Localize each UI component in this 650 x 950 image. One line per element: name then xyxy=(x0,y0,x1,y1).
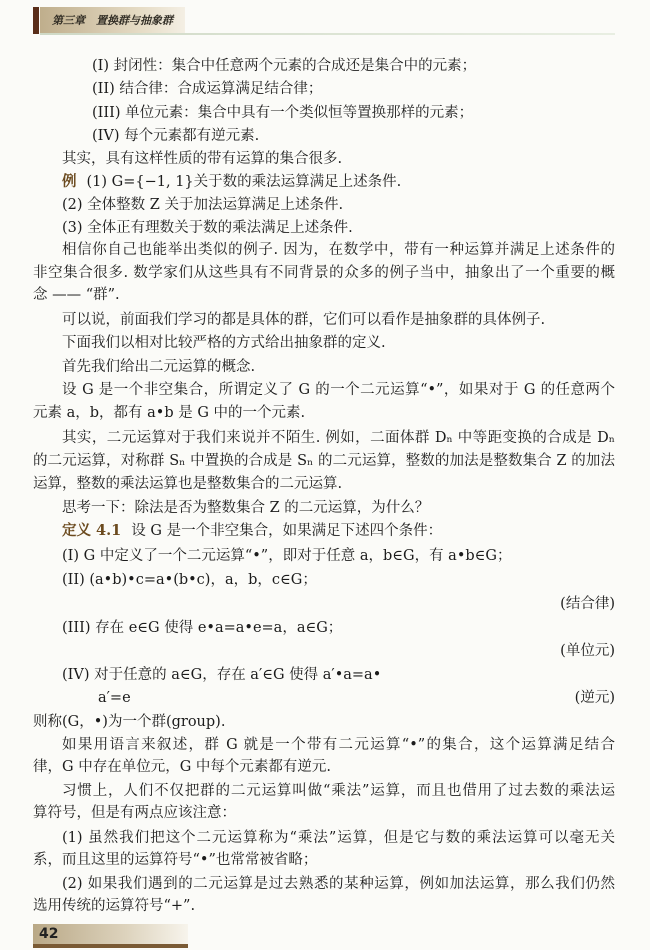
text-line xyxy=(62,172,401,192)
text-line xyxy=(33,757,331,777)
line-text: 其实，二元运算对于我们来说并不陌生. 例如，二面体群 Dₙ 中等距变换的合成是 Dₙ xyxy=(62,430,615,446)
text-line xyxy=(62,240,615,260)
text-line xyxy=(62,380,615,400)
line-text: 下面我们以相对比较严格的方式给出抽象群的定义. xyxy=(62,335,386,351)
text-line xyxy=(33,896,195,916)
line-text: (IV) 每个元素都有逆元素. xyxy=(92,128,260,144)
text-line xyxy=(33,803,236,823)
line-text: 可以说，前面我们学习的都是具体的群，它们可以看作是抽象群的具体例子. xyxy=(62,312,546,328)
line-text: 念 —— “群”. xyxy=(33,287,120,303)
line-text: 律，G 中存在单位元，G 中每个元素都有逆元. xyxy=(33,759,331,775)
text-line xyxy=(33,263,615,283)
chapter-title: 第三章 置换群与抽象群 xyxy=(52,14,173,27)
text-line xyxy=(62,546,511,566)
line-text: (IV) 对于任意的 a∈G，存在 a′∈G 使得 a′•a=a• xyxy=(62,667,382,683)
line-text: (2) 全体整数 Z 关于加法运算满足上述条件. xyxy=(62,197,344,213)
line-text: 运算，整数的乘法运算也是整数集合的二元运算. xyxy=(33,476,343,492)
right-annotation: (单位元) xyxy=(560,643,615,659)
text-line xyxy=(62,498,429,518)
line-text: (III) 单位元素：集合中具有一个类似恒等置换那样的元素； xyxy=(92,105,474,121)
text-line xyxy=(62,333,386,353)
text-line xyxy=(98,688,131,708)
text-line xyxy=(62,310,545,330)
text-line xyxy=(33,451,615,471)
text-line xyxy=(62,874,615,894)
line-text: 选用传统的运算符号“+”. xyxy=(33,898,196,914)
line-text: (3) 全体正有理数关于数的乘法满足上述条件. xyxy=(62,220,353,236)
line-text: 其实，具有这样性质的带有运算的集合很多. xyxy=(62,151,343,167)
line-text: a′=e xyxy=(98,690,131,706)
text-line xyxy=(62,428,615,448)
line-text: 元素 a，b，都有 a•b 是 G 中的一个元素. xyxy=(33,405,306,421)
header-accent-bar xyxy=(33,7,39,34)
text-line xyxy=(92,103,473,123)
line-text: (1) 虽然我们把这个二元运算称为“乘法”运算，但是它与数的乘法运算可以毫无关 xyxy=(62,830,615,846)
line-text: (II) 结合律：合成运算满足结合律； xyxy=(92,81,323,97)
text-line xyxy=(92,79,322,99)
text-line xyxy=(92,56,476,76)
text-line xyxy=(62,521,442,541)
line-text: 思考一下：除法是否为整数集合 Z 的二元运算，为什么？ xyxy=(62,500,430,516)
line-text: 设 G 是一个非空集合，所谓定义了 G 的一个二元运算“•”，如果对于 G 的任意两个 xyxy=(62,382,615,398)
text-line xyxy=(33,403,305,423)
text-line xyxy=(33,850,317,870)
text-line xyxy=(62,218,353,238)
line-text: 系，而且这里的运算符号“•”也常常被省略； xyxy=(33,852,318,868)
line-text: (I) G 中定义了一个二元运算“•”，即对于任意 a，b∈G，有 a•b∈G； xyxy=(62,548,512,564)
text-line xyxy=(62,735,615,755)
text-line xyxy=(62,828,615,848)
line-text: (2) 如果我们遇到的二元运算是过去熟悉的某种运算，例如加法运算，那么我们仍然 xyxy=(62,876,615,892)
text-line xyxy=(92,126,259,146)
text-line xyxy=(62,570,317,590)
line-text: 非空集合很多. 数学家们从这些具有不同背景的众多的例子当中，抽象出了一个重要的概 xyxy=(33,265,615,281)
text-line xyxy=(62,665,381,685)
line-text: (III) 存在 e∈G 使得 e•a=a•e=a，a∈G； xyxy=(62,620,343,636)
line-text: (1) G={−1, 1}关于数的乘法运算满足上述条件. xyxy=(86,174,402,190)
line-text: 习惯上，人们不仅把群的二元运算叫做“乘法”运算，而且也借用了过去数的乘法运 xyxy=(62,783,615,799)
text-line xyxy=(62,195,343,215)
page-number: 42 xyxy=(39,926,59,942)
line-text: (I) 封闭性：集合中任意两个元素的合成还是集合中的元素； xyxy=(92,58,477,74)
line-text: 设 G 是一个非空集合，如果满足下述四个条件： xyxy=(131,523,443,539)
text-line xyxy=(62,357,255,377)
text-line xyxy=(62,618,342,638)
line-text: (II) (a•b)•c=a•(b•c)，a，b，c∈G； xyxy=(62,572,317,588)
line-text: 如果用语言来叙述，群 G 就是一个带有二元运算“•”的集合，这个运算满足结合 xyxy=(62,737,615,753)
line-text: 相信你自己也能举出类似的例子. 因为，在数学中，带有一种运算并满足上述条件的 xyxy=(62,242,615,258)
text-line xyxy=(62,781,615,801)
right-annotation: (逆元) xyxy=(574,690,615,706)
right-annotation: (结合律) xyxy=(560,596,615,612)
line-lead-label: 例 xyxy=(62,173,77,190)
text-line xyxy=(33,712,225,732)
text-line xyxy=(33,285,120,305)
line-text: 算符号，但是有两点应该注意： xyxy=(33,805,236,821)
line-text: 的二元运算，对称群 Sₙ 中置换的合成是 Sₙ 的二元运算，整数的加法是整数集合 Z 的加法 xyxy=(33,453,615,469)
line-text: 则称(G，•)为一个群(group). xyxy=(33,714,226,730)
header-rule xyxy=(40,33,615,35)
text-line xyxy=(33,474,342,494)
line-lead-label: 定义 4.1 xyxy=(62,522,122,539)
line-text: 首先我们给出二元运算的概念. xyxy=(62,359,256,375)
page-number-bar xyxy=(33,944,188,948)
text-line xyxy=(62,149,342,169)
